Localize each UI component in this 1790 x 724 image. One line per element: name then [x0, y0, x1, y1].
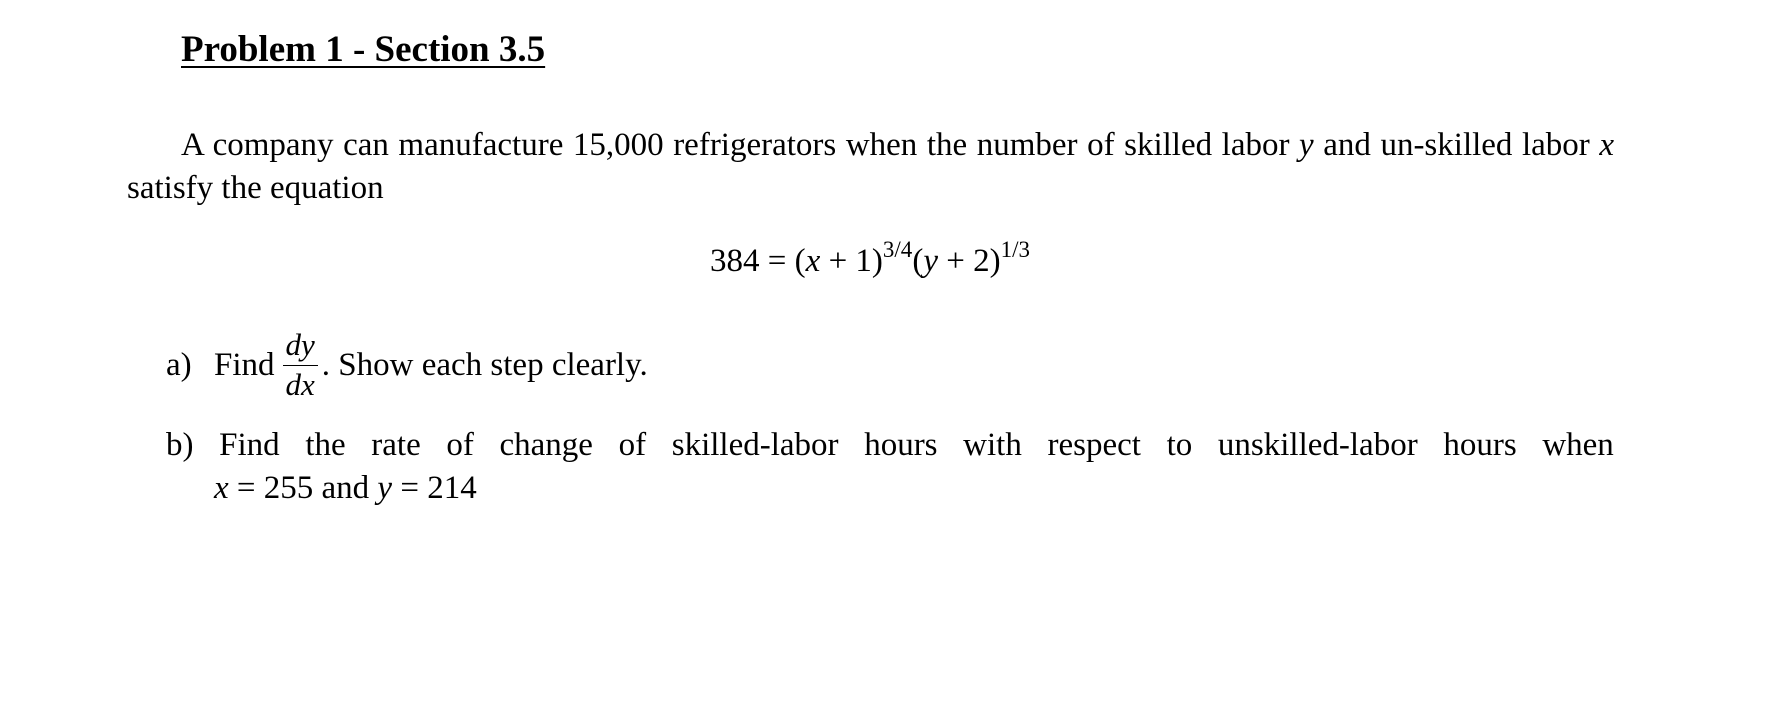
- word: respect: [1047, 427, 1141, 463]
- variable-x: x: [214, 470, 229, 506]
- word: with: [963, 427, 1022, 463]
- fraction-denominator: dx: [285, 367, 315, 402]
- problem-statement: [127, 124, 1614, 210]
- variable-y: y: [377, 470, 393, 506]
- derivative-fraction: [283, 328, 318, 402]
- variable-x: x: [805, 243, 821, 279]
- part-b: [166, 424, 1614, 510]
- part-b-line-1: [166, 424, 1614, 467]
- variable-x: x: [1599, 127, 1614, 163]
- word: Find: [219, 427, 280, 463]
- word: hours: [864, 427, 938, 463]
- part-a-marker: a): [166, 346, 192, 383]
- exponent: 1/3: [1000, 237, 1030, 262]
- part-b-line-2: x = 255 and y = 214: [214, 470, 477, 506]
- statement-text: satisfy the equation: [127, 170, 384, 206]
- display-equation: $384 = (x + 1)^{3/4}(y + 2)^{1/3}$: [710, 237, 1030, 279]
- word: of: [618, 427, 647, 463]
- variable-y: y: [1299, 127, 1314, 163]
- part-a-text: Find: [214, 346, 275, 383]
- exponent: 3/4: [882, 237, 913, 262]
- part-b-marker: b): [166, 427, 194, 463]
- word: rate: [371, 427, 421, 463]
- word: skilled-labor: [671, 427, 839, 463]
- statement-text: and un-skilled labor: [1313, 127, 1600, 163]
- word: to: [1166, 427, 1193, 463]
- fraction-numerator: dy: [283, 328, 318, 366]
- problem-title: Problem 1 - Section 3.5: [181, 29, 546, 70]
- word: of: [446, 427, 474, 463]
- word: unskilled-labor: [1217, 427, 1418, 463]
- word: when: [1542, 427, 1614, 463]
- part-a-text: . Show each step clearly.: [321, 346, 648, 383]
- word: the: [305, 427, 346, 463]
- word: hours: [1443, 427, 1517, 463]
- part-a: [166, 328, 648, 402]
- statement-text: A company can manufacture 15,000 refrigerators when the number of skilled labor: [181, 127, 1300, 163]
- word: change: [499, 427, 593, 463]
- variable-y: y: [923, 243, 938, 279]
